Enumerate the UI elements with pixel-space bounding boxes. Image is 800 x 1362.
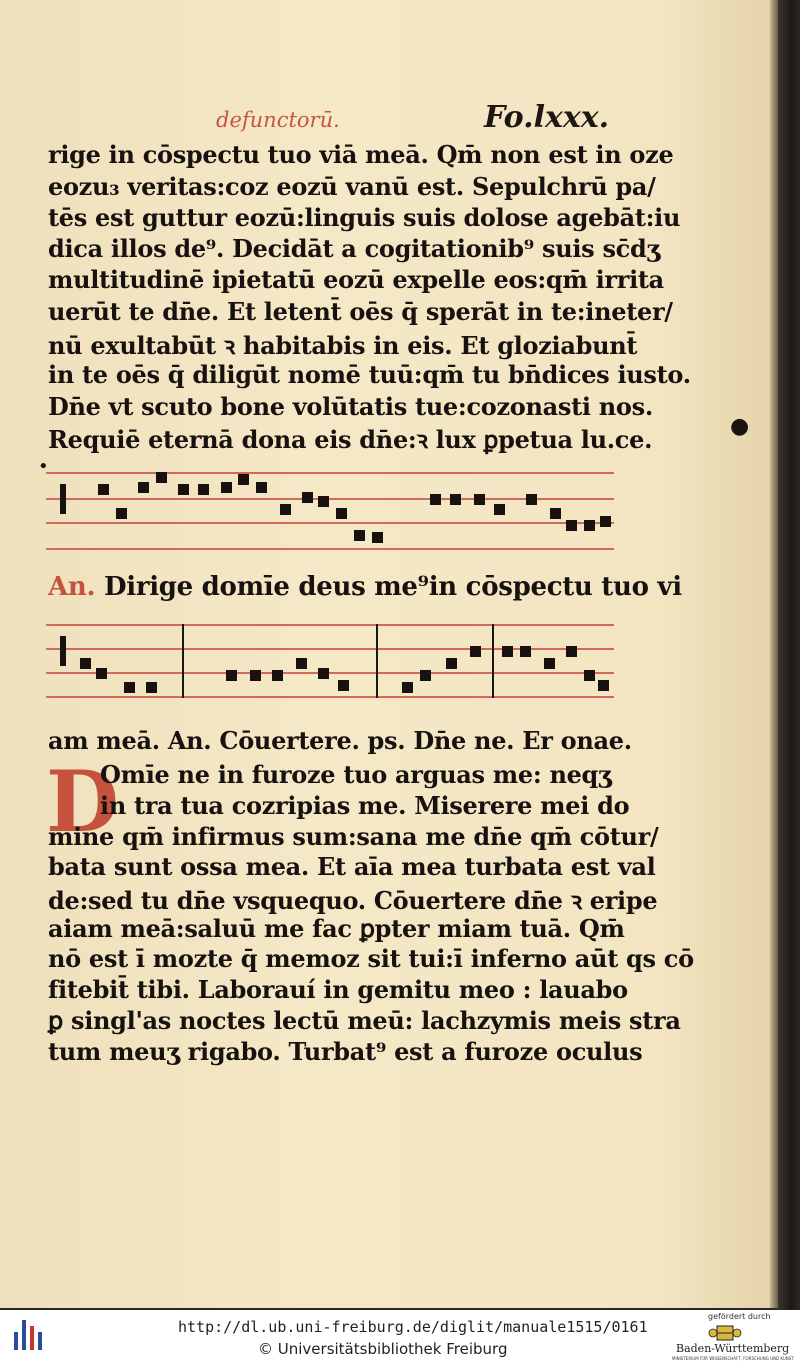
note-neume [584, 670, 595, 681]
text-line: bata sunt ossa mea. Et aīa mea turbata est val [48, 852, 656, 881]
note-neume [318, 496, 329, 507]
text-line: mine qm̄ infirmus sum:sana me dn̄e qm̄ cōtur/ [48, 822, 659, 851]
note-neume [178, 484, 189, 495]
note-neume [526, 494, 537, 505]
note-neume [544, 658, 555, 669]
sponsor-label: gefördert durch [708, 1312, 771, 1321]
copyright-text: © Universitätsbibliothek Freiburg [258, 1340, 508, 1358]
note-neume [226, 670, 237, 681]
music-staff-2 [46, 624, 614, 704]
note-neume [124, 682, 135, 693]
note-neume [598, 680, 609, 691]
note-neume [600, 516, 611, 527]
note-neume [250, 670, 261, 681]
note-neume [550, 508, 561, 519]
viewer-footer [0, 1310, 800, 1362]
staff-line [46, 548, 614, 550]
text-line: Omīe ne in furoze tuo arguas me: neqʒ [100, 760, 612, 789]
note-neume [98, 484, 109, 495]
ink-blot-mark: ● [730, 414, 750, 439]
page-edge [778, 0, 800, 1310]
note-neume [116, 508, 127, 519]
text-line: de:sed tu dn̄e vsquequo. Cōuertere dn̄e ꝛ eripe [48, 886, 658, 915]
text-line: tēs est guttur eozū:linguis suis dolose agebāt:iu [48, 203, 681, 232]
note-neume [96, 668, 107, 679]
chant-lyric-text: Dirige domīe deus me⁹in cōspectu tuo vi [104, 572, 682, 602]
permalink-url[interactable]: http://dl.ub.uni-freiburg.de/diglit/manuale1515/0161 [178, 1318, 648, 1336]
sponsor-name: Baden-Württemberg [676, 1342, 790, 1355]
note-neume [354, 530, 365, 541]
text-line: Requiē eternā dona eis dn̄e:ꝛ lux ꝑpetua lu.ce. [48, 425, 653, 454]
c-clef-icon [60, 636, 66, 666]
note-neume [470, 646, 481, 657]
note-neume [198, 484, 209, 495]
note-neume [80, 658, 91, 669]
text-line: dica illos de⁹. Decidāt a cogitationib⁹ suis sc̄dʒ [48, 234, 660, 263]
note-neume [318, 668, 329, 679]
text-line: fitebit̄ tibi. Laborauí in gemitu meo : lauabo [48, 975, 628, 1004]
staff-line [46, 696, 614, 698]
bar-line [376, 624, 378, 698]
note-neume [584, 520, 595, 531]
text-line: ꝑ singl'as noctes lectū meū: lachzymis meis stra [48, 1006, 681, 1035]
note-neume [520, 646, 531, 657]
note-neume [296, 658, 307, 669]
note-neume [402, 682, 413, 693]
note-neume [494, 504, 505, 515]
text-line: in te oēs q̄ diligūt nomē tuū:qm̄ tu bn̄dices iusto. [48, 360, 691, 389]
text-line: multitudinē ipietatū eozū expelle eos:qm̄ irrita [48, 265, 664, 294]
chant-lyric-line [48, 572, 682, 602]
antiphon-rubric: An. [48, 572, 96, 602]
bar-line [492, 624, 494, 698]
note-neume [256, 482, 267, 493]
staff-line [46, 624, 614, 626]
decorated-initial: D [46, 752, 119, 851]
note-neume [238, 474, 249, 485]
note-neume [146, 682, 157, 693]
note-neume [302, 492, 313, 503]
staff-line [46, 472, 614, 474]
text-line: in tra tua cozripias me. Miserere mei do [100, 791, 630, 820]
ministry-text: MINISTERIUM FÜR WISSENSCHAFT, FORSCHUNG UND KUNST [672, 1356, 794, 1361]
note-neume [566, 520, 577, 531]
note-neume [272, 670, 283, 681]
staff-line [46, 672, 614, 674]
text-line: tum meuʒ rigabo. Turbat⁹ est a furoze oculus [48, 1037, 643, 1066]
text-line: nū exultabūt ꝛ habitabis in eis. Et gloziabunt̄ [48, 331, 638, 360]
note-neume [338, 680, 349, 691]
note-neume [372, 532, 383, 543]
text-line: aiam meā:saluū me fac ꝑpter miam tuā. Qm̄ [48, 914, 625, 943]
ink-dot-mark: • [38, 456, 49, 477]
bar-line [182, 624, 184, 698]
note-neume [221, 482, 232, 493]
note-neume [280, 504, 291, 515]
note-neume [138, 482, 149, 493]
running-header-rubric: defunctorū. [216, 108, 340, 132]
note-neume [566, 646, 577, 657]
c-clef-icon [60, 484, 66, 514]
note-neume [156, 472, 167, 483]
page-gutter-shadow [770, 0, 778, 1308]
text-line: eozu₃ veritas:coz eozū vanū est. Sepulchrū pa/ [48, 172, 656, 201]
music-staff-1 [46, 472, 614, 562]
note-neume [474, 494, 485, 505]
text-line: Dn̄e vt scuto bone volūtatis tue:cozonasti nos. [48, 392, 653, 421]
note-neume [430, 494, 441, 505]
note-neume [446, 658, 457, 669]
chant-lyric-line-2: am meā. An. Cōuertere. ps. Dn̄e ne. Er onae. [48, 726, 632, 755]
folio-number: Fo.lxxx. [484, 100, 610, 135]
staff-line [46, 522, 614, 524]
note-neume [336, 508, 347, 519]
text-line: nō est ī mozte q̄ memoz sit tui:ī inferno aūt qs cō [48, 944, 694, 973]
note-neume [420, 670, 431, 681]
coat-of-arms-icon [708, 1324, 742, 1342]
text-line: rige in cōspectu tuo viā meā. Qm̄ non est in oze [48, 140, 674, 169]
note-neume [450, 494, 461, 505]
text-line: uerūt te dn̄e. Et letent̄ oēs q̄ sperāt in te:ineter/ [48, 297, 673, 326]
note-neume [502, 646, 513, 657]
